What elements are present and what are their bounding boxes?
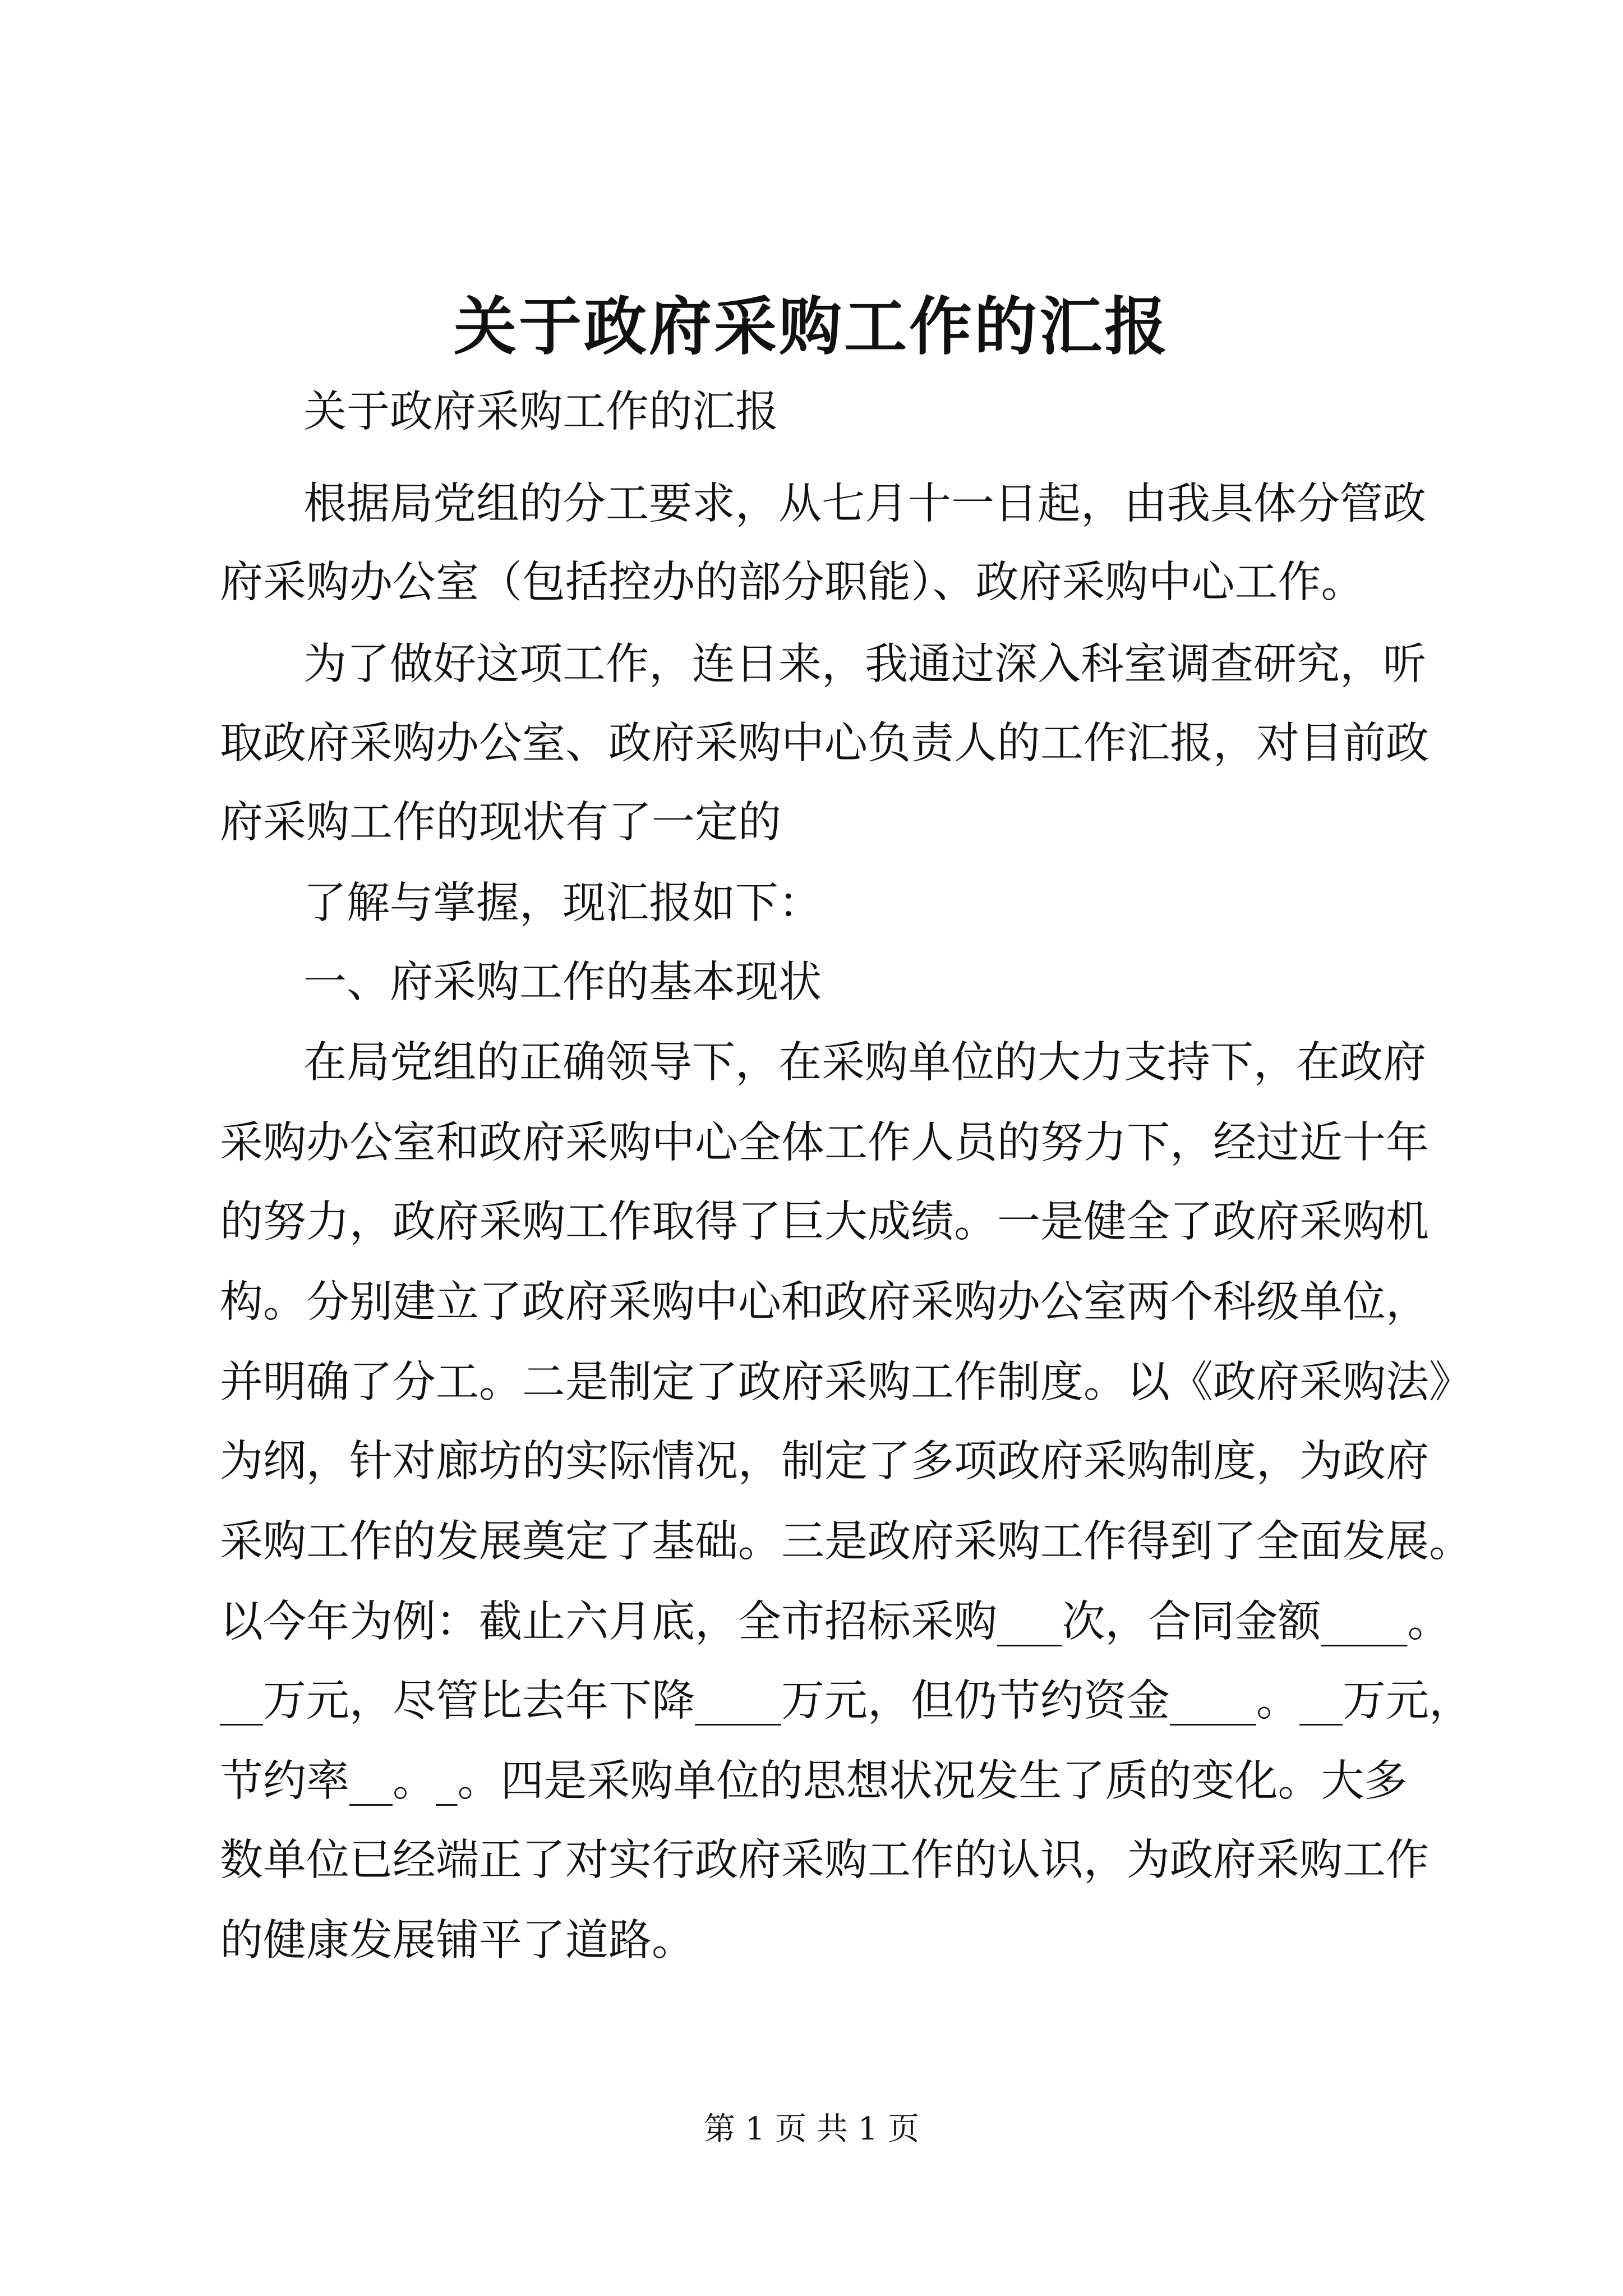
paragraph-line: 了解与掌握，现汇报如下： (303, 878, 822, 928)
section-heading: 一、府采购工作的基本现状 (303, 958, 822, 1007)
paragraph-line: 采购工作的发展奠定了基础。三是政府采购工作得到了全面发展。 (220, 1517, 1472, 1567)
paragraph-line: 数单位已经端正了对实行政府采购工作的认识，为政府采购工作 (220, 1835, 1429, 1885)
page-number-footer: 第 1 页 共 1 页 (703, 2111, 920, 2147)
paragraph-line: 关于政府采购工作的汇报 (303, 387, 778, 437)
paragraph-line: 为了做好这项工作，连日来，我通过深入科室调查研究，听 (303, 639, 1426, 689)
document-title: 关于政府采购工作的汇报 (454, 290, 1169, 364)
paragraph-line: 府采购工作的现状有了一定的 (220, 798, 781, 848)
paragraph-line: 节约率__。_。四是采购单位的思想状况发生了质的变化。大多 (220, 1756, 1408, 1806)
paragraph-line: 在局党组的正确领导下，在采购单位的大力支持下，在政府 (303, 1038, 1426, 1088)
paragraph-line: 取政府采购办公室、政府采购中心负责人的工作汇报，对目前政 (220, 719, 1429, 769)
paragraph-line: 根据局党组的分工要求，从七月十一日起，由我具体分管政 (303, 479, 1426, 529)
paragraph-line: 为纲，针对廊坊的实际情况，制定了多项政府采购制度，为政府 (220, 1437, 1429, 1487)
paragraph-line: 的健康发展铺平了道路。 (220, 1916, 695, 1966)
paragraph-line: 构。分别建立了政府采购中心和政府采购办公室两个科级单位， (220, 1277, 1429, 1327)
paragraph-line: 以今年为例：截止六月底，全市招标采购___次，合同金额____。 (220, 1597, 1451, 1647)
paragraph-line: __万元，尽管比去年下降____万元，但仍节约资金____。__万元， (220, 1676, 1472, 1726)
paragraph-line: 采购办公室和政府采购中心全体工作人员的努力下，经过近十年 (220, 1118, 1429, 1168)
paragraph-line: 并明确了分工。二是制定了政府采购工作制度。以《政府采购法》 (220, 1358, 1472, 1407)
paragraph-line: 的努力，政府采购工作取得了巨大成绩。一是健全了政府采购机 (220, 1197, 1429, 1247)
paragraph-line: 府采购办公室（包括控办的部分职能）、政府采购中心工作。 (220, 558, 1364, 608)
